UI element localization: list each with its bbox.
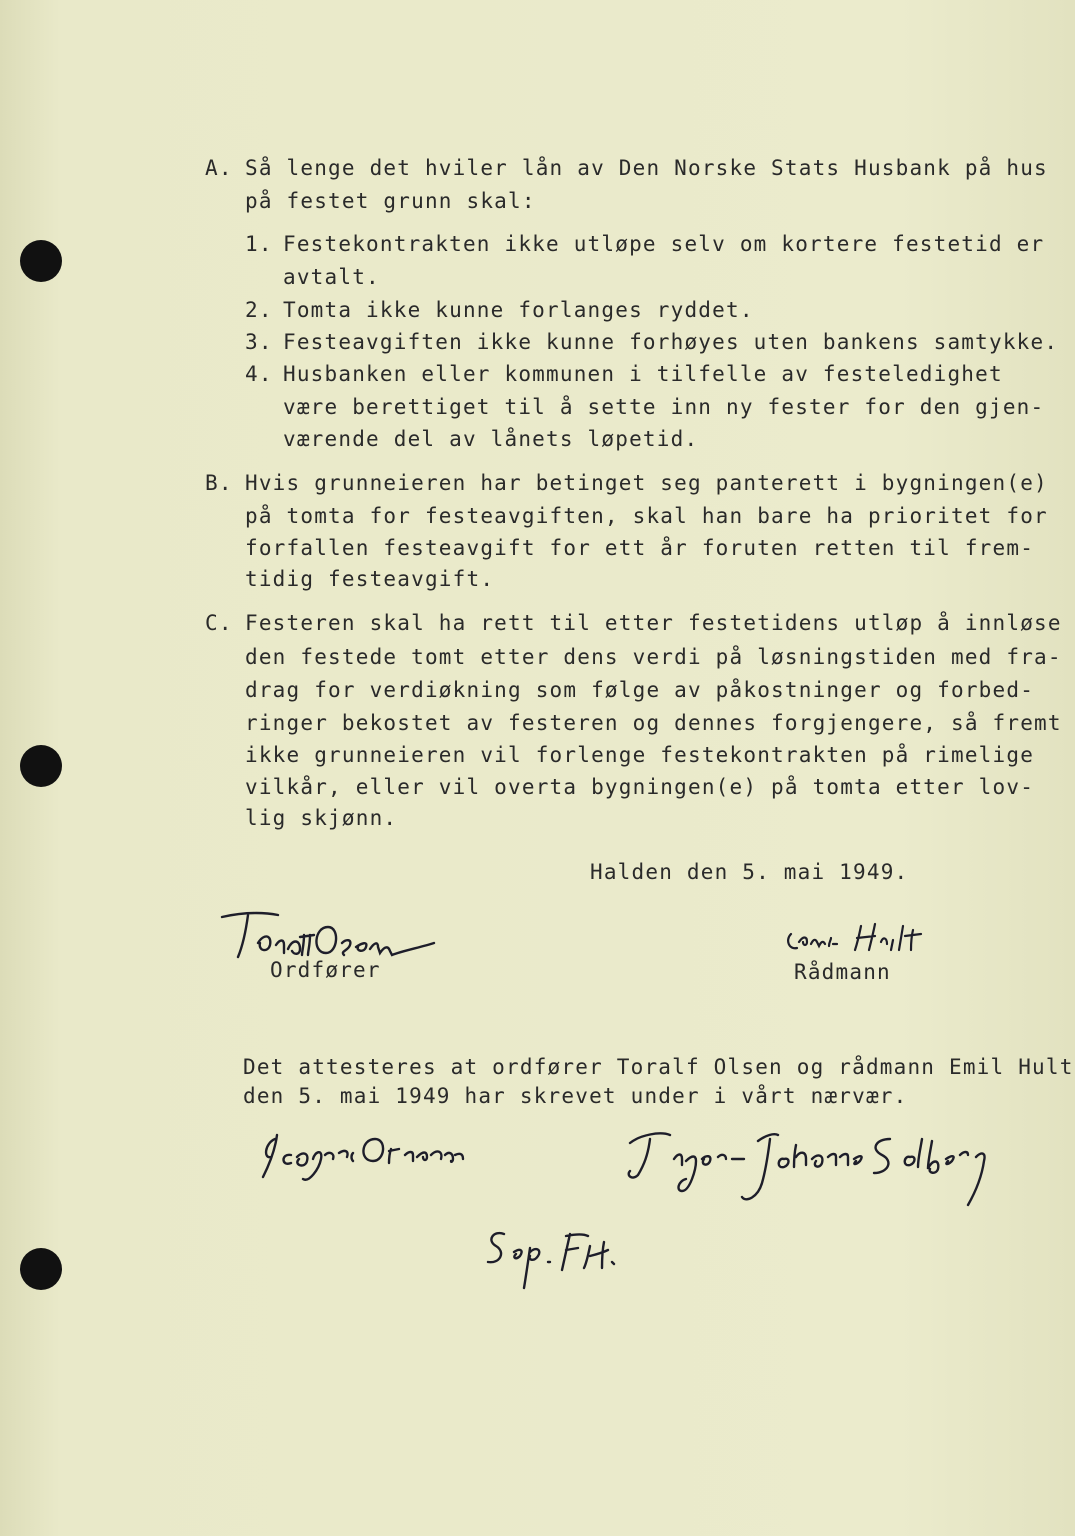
left-signatory-title: Ordfører	[270, 958, 381, 982]
binder-hole-middle	[20, 745, 62, 787]
note-signature	[480, 1222, 640, 1292]
section-a-intro-line: Så lenge det hviler lån av Den Norske Stats Husbank på hus	[245, 156, 1048, 180]
section-b-line: forfallen festeavgift for ett år foruten retten til frem-	[245, 536, 1035, 560]
item-line: Husbanken eller kommunen i tilfelle av festeledighet	[283, 362, 1003, 386]
section-c-line: ringer bekostet av festeren og dennes forgjengere, så fremt	[245, 711, 1062, 735]
item-line: Festekontrakten ikke utløpe selv om kortere festetid er	[283, 232, 1045, 256]
section-c-marker: C.	[205, 611, 233, 635]
item-line: Festeavgiften ikke kunne forhøyes uten bankens samtykke.	[283, 330, 1059, 354]
section-c-line: vilkår, eller vil overta bygningen(e) på tomta etter lov-	[245, 775, 1035, 799]
section-b-line: tidig festeavgift.	[245, 567, 495, 591]
item-line: være berettiget til å sette inn ny fester for den gjen-	[283, 395, 1045, 419]
section-a-marker: A.	[205, 156, 233, 180]
binder-hole-bottom	[20, 1248, 62, 1290]
section-b-line: på tomta for festeavgiften, skal han bare ha prioritet for	[245, 504, 1048, 528]
attestation-line: Det attesteres at ordfører Toralf Olsen og rådmann Emil Hult	[243, 1055, 1074, 1079]
section-c-line: ikke grunneieren vil forlenge festekontrakten på rimelige	[245, 743, 1035, 767]
binder-hole-top	[20, 240, 62, 282]
attestation-line: den 5. mai 1949 har skrevet under i vårt nærvær.	[243, 1084, 908, 1108]
item-line: Tomta ikke kunne forlanges ryddet.	[283, 298, 754, 322]
item-number: 3.	[245, 330, 273, 354]
signature-emil-hult	[785, 920, 935, 956]
item-number: 1.	[245, 232, 273, 256]
signature-toralf-olsen	[218, 905, 438, 965]
item-number: 2.	[245, 298, 273, 322]
right-signatory-title: Rådmann	[794, 960, 891, 984]
section-b-line: Hvis grunneieren har betinget seg panterett i bygningen(e)	[245, 471, 1048, 495]
item-line: avtalt.	[283, 265, 380, 289]
item-line: værende del av lånets løpetid.	[283, 427, 699, 451]
place-date: Halden den 5. mai 1949.	[590, 860, 909, 884]
item-number: 4.	[245, 362, 273, 386]
section-c-line: lig skjønn.	[245, 806, 398, 830]
section-c-line: Festeren skal ha rett til etter festetidens utløp å innløse	[245, 611, 1062, 635]
section-c-line: den festede tomt etter dens verdi på løsningstiden med fra-	[245, 645, 1062, 669]
section-a-intro-line: på festet grunn skal:	[245, 189, 536, 213]
witness-signature-edgar-olsen	[255, 1125, 495, 1185]
section-b-marker: B.	[205, 471, 233, 495]
section-c-line: drag for verdiøkning som følge av påkostninger og forbed-	[245, 678, 1035, 702]
witness-signature-inger-johanne-solberg	[620, 1125, 1000, 1220]
